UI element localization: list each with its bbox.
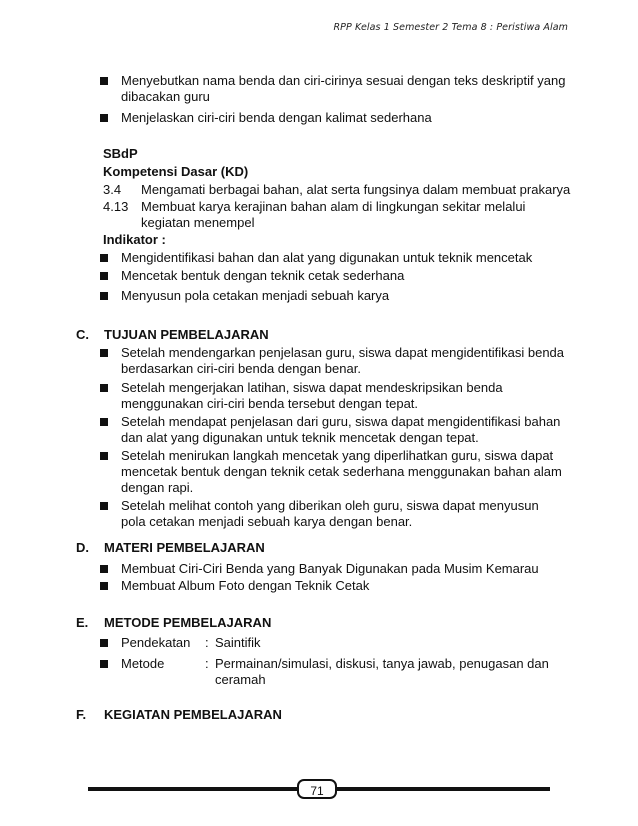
list-item-text: Menyebutkan nama benda dan ciri-cirinya sesuai dengan teks deskriptif yang dibacakan guru [121,73,566,104]
list-item-text: Setelah mendengarkan penjelasan guru, siswa dapat mengidentifikasi benda berdasarkan ciri-ciri benda dengan benar. [121,345,565,376]
section-title: TUJUAN PEMBELAJARAN [104,327,269,342]
footer-rule-right [334,787,550,791]
list-item-text: Mencetak bentuk dengan teknik cetak sederhana [121,268,405,283]
kd-number: 3.4 [103,182,122,197]
kd-number: 4.13 [103,199,129,214]
square-bullet-icon [100,582,108,590]
square-bullet-icon [100,349,108,357]
list-item-text: Membuat Ciri-Ciri Benda yang Banyak Digunakan pada Musim Kemarau [121,561,539,576]
method-value: Permainan/simulasi, diskusi, tanya jawab, penugasan dan ceramah [215,656,549,687]
square-bullet-icon [100,254,108,262]
list-item-text: Mengidentifikasi bahan dan alat yang digunakan untuk teknik mencetak [121,250,533,265]
section-letter: C. [76,327,89,342]
square-bullet-icon [100,418,108,426]
footer-rule-left [88,787,300,791]
list-item-text: Setelah mendapat penjelasan dari guru, siswa dapat mengidentifikasi bahan dan alat yang digunakan untuk teknik mencetak dengan tepat. [121,414,561,445]
method-label: Metode [121,656,165,671]
square-bullet-icon [100,114,108,122]
list-item-text: Menyusun pola cetakan menjadi sebuah karya [121,288,390,303]
section-letter: D. [76,540,89,555]
square-bullet-icon [100,452,108,460]
square-bullet-icon [100,565,108,573]
square-bullet-icon [100,292,108,300]
list-item-text: Setelah menirukan langkah mencetak yang diperlihatkan guru, siswa dapat mencetak bentuk dengan teknik cetak sederhana menggunakan bahan alam dengan rapi. [121,448,562,495]
square-bullet-icon [100,384,108,392]
list-item-text: Setelah melihat contoh yang diberikan oleh guru, siswa dapat menyusun pola cetakan menjadi sebuah karya dengan benar. [121,498,539,529]
section-title: MATERI PEMBELAJARAN [104,540,265,555]
method-value: Saintifik [215,635,261,650]
square-bullet-icon [100,639,108,647]
kd-text: Membuat karya kerajinan bahan alam di lingkungan sekitar melalui kegiatan menempel [141,199,526,230]
square-bullet-icon [100,660,108,668]
page-number: 71 [297,779,337,799]
running-header: RPP Kelas 1 Semester 2 Tema 8 : Peristiwa Alam [333,22,568,33]
list-item-text: Setelah mengerjakan latihan, siswa dapat mendeskripsikan benda menggunakan ciri-ciri benda tersebut dengan tepat. [121,380,503,411]
list-item-text: Membuat Album Foto dengan Teknik Cetak [121,578,370,593]
section-letter: F. [76,707,87,722]
method-label: Pendekatan [121,635,191,650]
kd-title: Kompetensi Dasar (KD) [103,164,249,179]
square-bullet-icon [100,272,108,280]
section-letter: E. [76,615,89,630]
list-item-text: Menjelaskan ciri-ciri benda dengan kalimat sederhana [121,110,432,125]
square-bullet-icon [100,502,108,510]
method-colon: : [205,656,209,671]
section-title: METODE PEMBELAJARAN [104,615,272,630]
kd-text: Mengamati berbagai bahan, alat serta fungsinya dalam membuat prakarya [141,182,571,197]
method-colon: : [205,635,209,650]
section-title: KEGIATAN PEMBELAJARAN [104,707,282,722]
sbdp-title: SBdP [103,146,138,161]
indikator-title: Indikator : [103,232,166,247]
square-bullet-icon [100,77,108,85]
